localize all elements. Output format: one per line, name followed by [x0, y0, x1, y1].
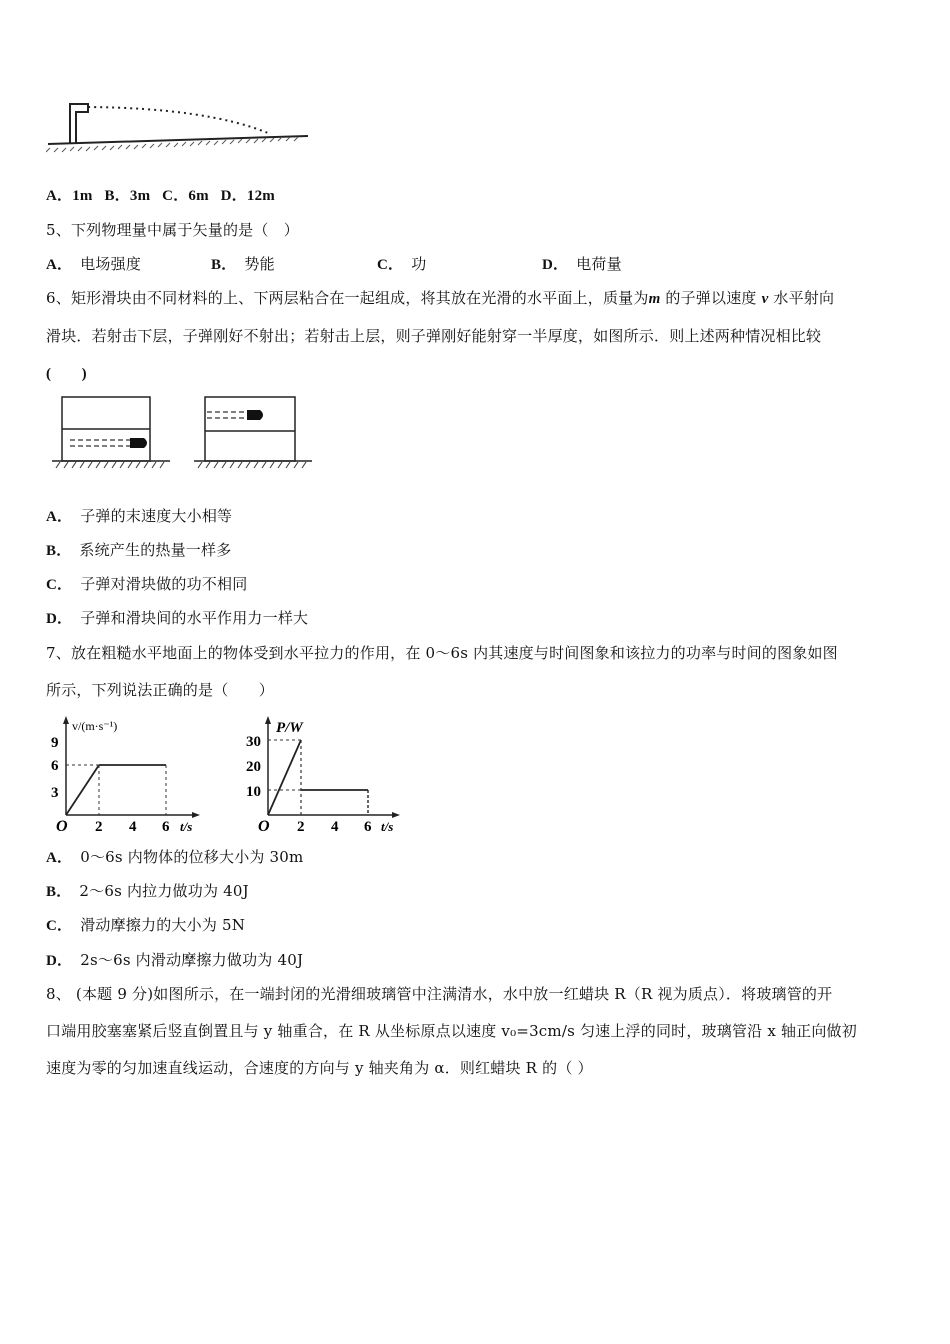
q7-stem-line2: 所示，下列说法正确的是（ ）	[46, 681, 275, 699]
q7-option-c[interactable]: C． 滑动摩擦力的大小为 5N	[46, 916, 246, 934]
svg-text:6: 6	[51, 758, 59, 774]
q8-stem-line3: 速度为零的匀加速直线运动，合速度的方向与 y 轴夹角为 α．则红蜡块 R 的（ ）	[46, 1059, 593, 1077]
q6-option-d[interactable]: D． 子弹和滑块间的水平作用力一样大	[46, 609, 309, 627]
q6-stem-line2: 滑块．若射击下层，子弹刚好不射出；若射击上层，则子弹刚好能射穿一半厚度，如图所示．则上述两种情况相比较	[46, 327, 822, 345]
q7-stem-line1: 7、放在粗糙水平地面上的物体受到水平拉力的作用，在 0～6s 内其速度与时间图象和该拉力的功率与时间的图象如图	[46, 644, 838, 662]
q4-option-d[interactable]: D．12m	[220, 188, 276, 204]
svg-text:6: 6	[162, 819, 170, 835]
q5-option-c[interactable]: C． 功	[377, 255, 427, 273]
velocity-time-graph	[46, 710, 216, 835]
q6-option-a[interactable]: A． 子弹的末速度大小相等	[46, 507, 233, 525]
q6-option-c[interactable]: C． 子弹对滑块做的功不相同	[46, 575, 248, 593]
svg-text:4: 4	[331, 819, 339, 835]
svg-text:30: 30	[246, 734, 261, 750]
q4-option-a[interactable]: A．1m	[46, 188, 93, 204]
q4-option-c[interactable]: C．6m	[162, 188, 209, 204]
svg-text:P/W: P/W	[276, 720, 303, 736]
q6-stem-line1: 6、矩形滑块由不同材料的上、下两层粘合在一起组成，将其放在光滑的水平面上，质量为m 的子弹以速度 v 水平射向	[46, 289, 835, 307]
q5-option-a[interactable]: A． 电场强度	[46, 255, 142, 273]
svg-text:2: 2	[297, 819, 305, 835]
q8-stem-line1: 8、 (本题 9 分)如图所示，在一端封闭的光滑细玻璃管中注满清水，水中放一红蜡块 R（R 视为质点）．将玻璃管的开	[46, 985, 833, 1003]
q7-option-d[interactable]: D． 2s～6s 内滑动摩擦力做功为 40J	[46, 951, 304, 969]
svg-text:4: 4	[129, 819, 137, 835]
power-time-graph	[236, 710, 406, 835]
q5-option-b[interactable]: B． 势能	[211, 255, 275, 273]
svg-text:6: 6	[364, 819, 372, 835]
bullet-block-figure	[46, 393, 316, 471]
q5-option-d[interactable]: D． 电荷量	[542, 255, 622, 273]
q8-stem-line2: 口端用胶塞塞紧后竖直倒置且与 y 轴重合，在 R 从坐标原点以速度 v₀=3cm/s 匀速上浮的同时，玻璃管沿 x 轴正向做初	[46, 1022, 857, 1040]
q4-option-b[interactable]: B．3m	[104, 188, 151, 204]
svg-text:3: 3	[51, 785, 59, 801]
q5-stem: 5、下列物理量中属于矢量的是（ ）	[46, 221, 299, 239]
q6-stem-line3: ( )	[46, 366, 87, 382]
svg-text:9: 9	[51, 735, 59, 751]
q7-option-a[interactable]: A． 0～6s 内物体的位移大小为 30m	[46, 848, 304, 866]
svg-text:O: O	[56, 818, 68, 835]
q7-option-b[interactable]: B． 2～6s 内拉力做功为 40J	[46, 882, 249, 900]
water-jet-figure	[46, 98, 310, 154]
q6-option-b[interactable]: B． 系统产生的热量一样多	[46, 541, 232, 559]
svg-text:O: O	[258, 818, 270, 835]
svg-text:v/(m·s⁻¹): v/(m·s⁻¹)	[72, 719, 118, 733]
svg-text:t/s: t/s	[180, 819, 193, 834]
svg-text:2: 2	[95, 819, 103, 835]
svg-text:20: 20	[246, 759, 261, 775]
q4-options	[46, 186, 275, 206]
svg-text:t/s: t/s	[381, 819, 394, 834]
svg-text:10: 10	[246, 784, 261, 800]
